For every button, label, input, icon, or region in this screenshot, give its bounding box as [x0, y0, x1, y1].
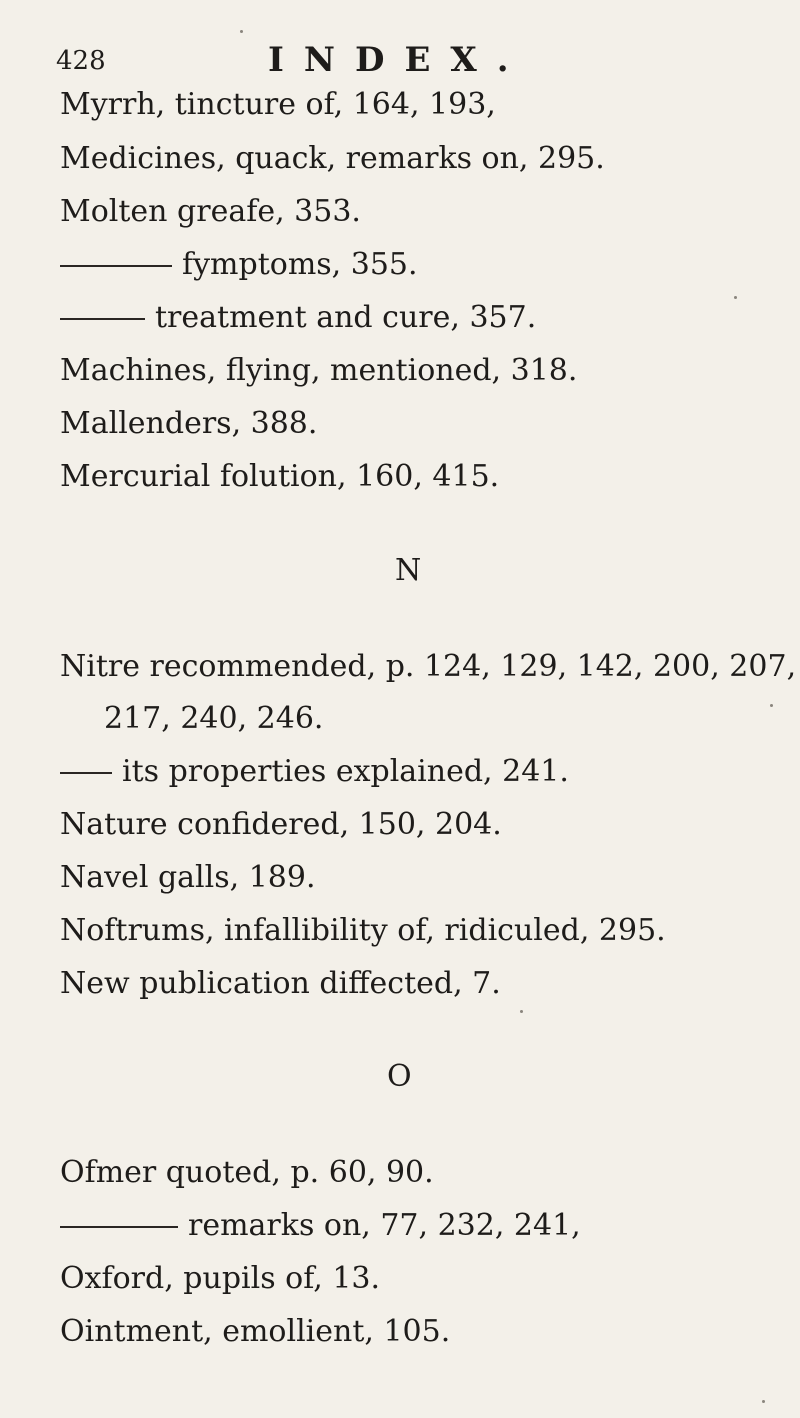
index-entry: Nitre recommended, p. 124, 129, 142, 200, 207,	[60, 649, 797, 684]
page-title: INDEX.	[268, 40, 529, 80]
index-entry: Mallenders, 388.	[60, 406, 318, 441]
index-entry: Ointment, emollient, 105.	[60, 1314, 451, 1349]
section-letter: O	[387, 1059, 412, 1094]
page-number: 428	[56, 46, 106, 76]
index-subentry	[60, 754, 569, 789]
index-subentry-text: its properties explained, 241.	[122, 754, 569, 789]
index-subentry-text: remarks on, 77, 232, 241,	[188, 1208, 581, 1243]
paper-speck	[762, 1400, 765, 1403]
index-entry: Myrrh, tincture of, 164, 193,	[60, 87, 496, 122]
index-entry: Ofmer quoted, p. 60, 90.	[60, 1155, 434, 1190]
index-entry: Oxford, pupils of, 13.	[60, 1261, 381, 1296]
index-subentry-text: treatment and cure, 357.	[155, 300, 537, 335]
index-entry: Nature confidered, 150, 204.	[60, 807, 502, 842]
paper-speck	[520, 1010, 523, 1013]
index-entry: Mercurial folution, 160, 415.	[60, 459, 500, 494]
index-entry: Machines, flying, mentioned, 318.	[60, 353, 578, 388]
ditto-dash	[60, 772, 112, 774]
index-entry: Medicines, quack, remarks on, 295.	[60, 141, 605, 176]
paper-speck	[734, 296, 737, 299]
paper-speck	[770, 704, 773, 707]
page-header	[56, 38, 576, 88]
index-entry: New publication diffected, 7.	[60, 966, 501, 1001]
section-letter: N	[395, 553, 422, 588]
paper-speck	[240, 30, 243, 33]
index-entry: Navel galls, 189.	[60, 860, 316, 895]
index-subentry	[60, 247, 418, 282]
index-entry: Molten greafe, 353.	[60, 194, 361, 229]
index-entry-continuation: 217, 240, 246.	[104, 701, 324, 736]
index-subentry-text: fymptoms, 355.	[182, 247, 418, 282]
index-subentry	[60, 300, 537, 335]
ditto-dash	[60, 318, 145, 320]
index-entry: Noftrums, infallibility of, ridiculed, 295.	[60, 913, 666, 948]
index-subentry	[60, 1208, 581, 1243]
ditto-dash	[60, 265, 172, 267]
ditto-dash	[60, 1226, 178, 1228]
